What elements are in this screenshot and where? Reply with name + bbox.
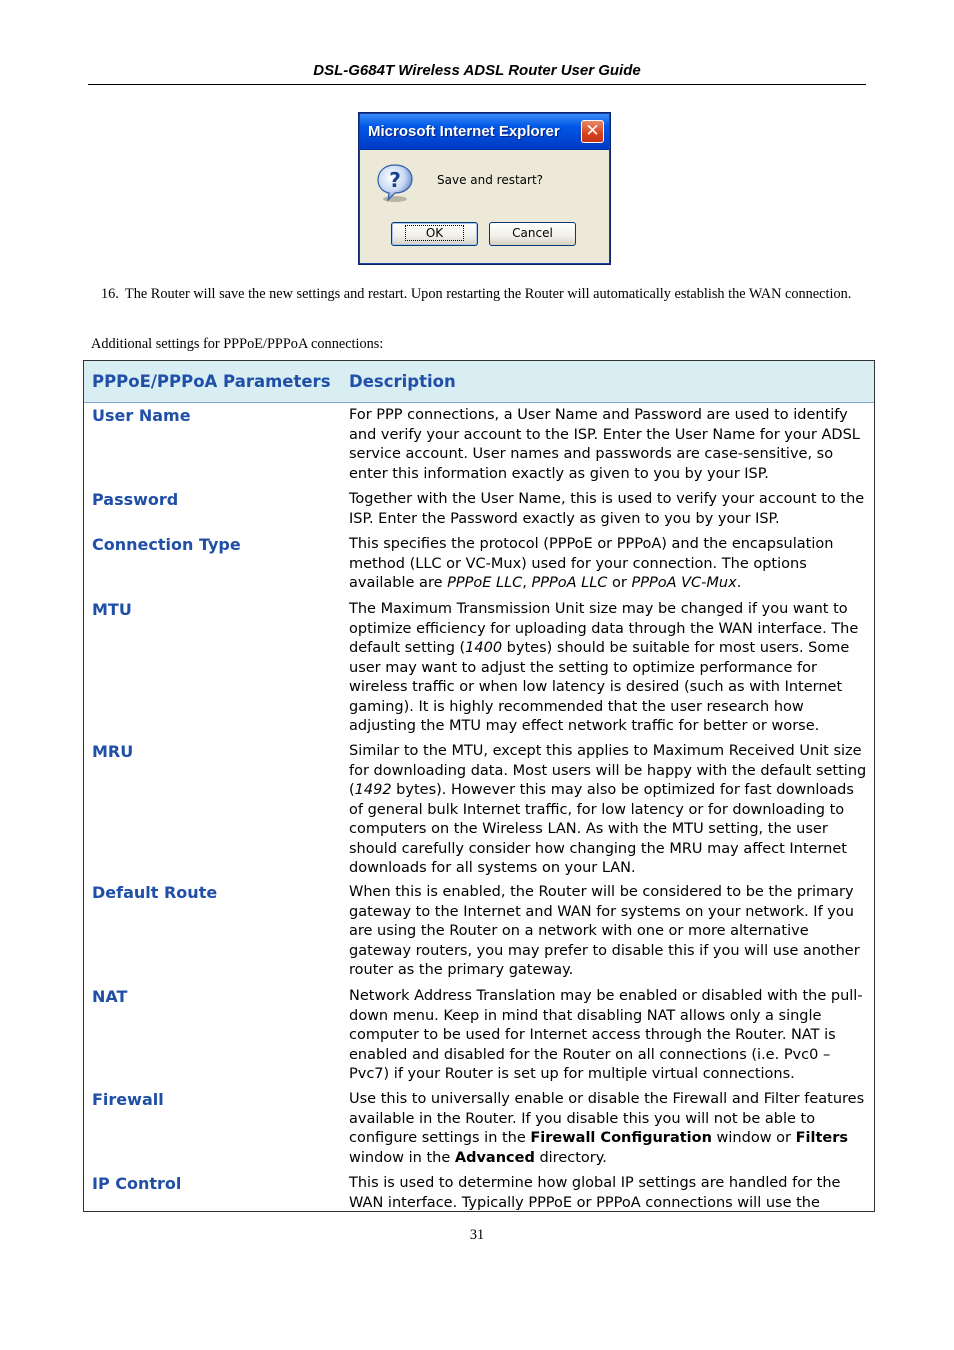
intro-text: Additional settings for PPPoE/PPPoA connections: (91, 336, 384, 352)
param-description: Similar to the MTU, except this applies to Maximum Received Unit size for downloading data. Most users will be happy with the default setting (1492 bytes). However this may also be optimized for fast downloads of general bulk Internet traffic, for low latency or for downloading to computers on the Wireless LAN. As with the MTU setting, the user should carefully consider how changing the MRU may affect Internet downloads for all systems on your LAN. (349, 743, 867, 876)
page-number: 31 (469, 1227, 485, 1243)
param-name: NAT (92, 987, 128, 1006)
param-name: Firewall (92, 1090, 164, 1109)
param-description: Use this to universally enable or disable the Firewall and Filter features available in the Router. If you disable this you will not be able to configure settings in the Firewall Configuration window or Filters window in the Advanced directory. (349, 1091, 865, 1166)
header-rule (88, 84, 866, 85)
page-header-title: DSL-G684T Wireless ADSL Router User Guide (313, 62, 641, 79)
step-16 (101, 285, 871, 303)
param-description: This specifies the protocol (PPPoE or PPPoA) and the encapsulation method (LLC or VC-Mux) used for your connection. The options available are PPPoE LLC, PPPoA LLC or PPPoA VC-Mux. (349, 536, 834, 591)
question-icon (375, 163, 415, 203)
param-description: The Maximum Transmission Unit size may be changed if you want to optimize efficiency for uploading data through the WAN interface. The default setting (1400 bytes) should be suitable for most users. Some user may want to adjust the setting to optimize performance for wireless traffic or when low latency is desired (such as with Internet gaming). It is highly recommended that the user research how adjusting the MTU may effect network traffic for better or worse. (349, 601, 859, 734)
step-text: The Router will save the new settings and restart. Upon restarting the Router will automatically establish the WAN connection. (125, 286, 852, 302)
step-number: 16. (101, 286, 119, 302)
param-name: Connection Type (92, 535, 241, 554)
table-header (84, 361, 874, 403)
column-header-description: Description (349, 372, 456, 391)
param-description: When this is enabled, the Router will be considered to be the primary gateway to the Internet and WAN for systems on your network. If you are using the Router on a network with one or more alternative gateway routers, you may prefer to disable this if you will use another router as the primary gateway. (349, 884, 860, 978)
param-name: Default Route (92, 883, 218, 902)
dialog-title: Microsoft Internet Explorer (368, 123, 560, 140)
param-description: Together with the User Name, this is used to verify your account to the ISP. Enter the Password exactly as given to you by your ISP. (349, 491, 865, 527)
cancel-button[interactable]: Cancel (489, 222, 576, 246)
parameter-table (83, 360, 875, 1212)
param-description: This is used to determine how global IP settings are handled for the WAN interface. Typically PPPoE or PPPoA connections will use the (349, 1175, 841, 1211)
column-header-parameters: PPPoE/PPPoA Parameters (92, 372, 331, 391)
close-icon[interactable]: ✕ (581, 120, 604, 143)
param-description: Network Address Translation may be enabled or disabled with the pull-down menu. Keep in mind that disabling NAT allows only a single computer to be used for Internet access through the Router. NAT is enabled and disabled for the Router on all connections (i.e. Pvc0 – Pvc7) if your Router is set up for multiple virtual connections. (349, 988, 863, 1082)
param-description: For PPP connections, a User Name and Password are used to identify and verify your account to the ISP. Enter the User Name for your ADSL service account. User names and passwords are case-sensitive, so enter this information exactly as given to you by your ISP. (349, 407, 860, 482)
svg-text:?: ? (389, 168, 401, 192)
ok-button[interactable] (391, 222, 478, 246)
param-name: MRU (92, 742, 134, 761)
param-name: Password (92, 490, 179, 509)
param-name: IP Control (92, 1174, 182, 1193)
param-name: MTU (92, 600, 132, 619)
dialog-message: Save and restart? (437, 173, 544, 187)
confirm-dialog (359, 113, 610, 264)
dialog-titlebar[interactable] (360, 114, 609, 150)
param-name: User Name (92, 406, 191, 425)
ok-button-label: OK (406, 226, 463, 240)
